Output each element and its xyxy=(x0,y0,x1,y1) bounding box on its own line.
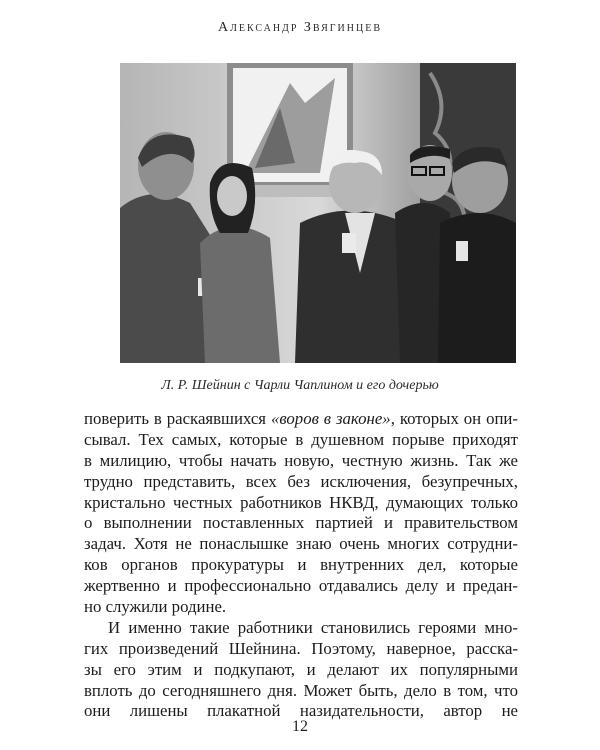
text-line: в милицию, чтобы начать новую, честную жизнь. Так же xyxy=(84,450,518,470)
text-line: но служили родине. xyxy=(84,597,227,617)
text-line: гих произведений Шейнина. Поэтому, наверное, расска- xyxy=(84,638,518,658)
paragraph xyxy=(84,409,518,618)
running-header-author: Александр Звягинцев xyxy=(218,20,382,35)
text-line: задач. Хотя не понаслышке знаю очень многих сотрудни- xyxy=(84,534,518,554)
photo-caption: Л. Р. Шейнин с Чарли Чаплином и его дочерью xyxy=(161,378,439,393)
quoted-phrase: «воров в законе» xyxy=(270,409,391,428)
text-line: они лишены плакатной назидательности, автор не xyxy=(84,701,518,721)
text-line: поверить в раскаявшихся «воров в законе», которых он опи- xyxy=(84,409,519,428)
text-line: зы его этим и подкупают, и делают их популярными xyxy=(84,659,518,679)
text-line: ков органов прокуратуры и внутренних дел, которые xyxy=(84,555,518,575)
text-line: о выполнении поставленных партией и правительством xyxy=(84,513,518,533)
body-text xyxy=(84,409,518,722)
text-line: И именно такие работники становились героями мно- xyxy=(108,617,518,637)
photo-illustration xyxy=(120,63,516,363)
text-line: трудно представить, всех без исключения, безупречных, xyxy=(84,471,518,491)
text-line: жертвенно и профессионально отдавались делу и предан- xyxy=(84,576,518,596)
text-line: вплоть до сегодняшнего дня. Может быть, дело в том, что xyxy=(84,680,518,700)
page-number: 12 xyxy=(292,718,308,735)
photograph xyxy=(120,63,516,363)
text-line: кристально честных работников НКВД, думающих только xyxy=(84,492,518,512)
paragraph xyxy=(84,618,518,722)
text-line: сывал. Тех самых, которые в душевном порыве приходят xyxy=(84,429,518,449)
